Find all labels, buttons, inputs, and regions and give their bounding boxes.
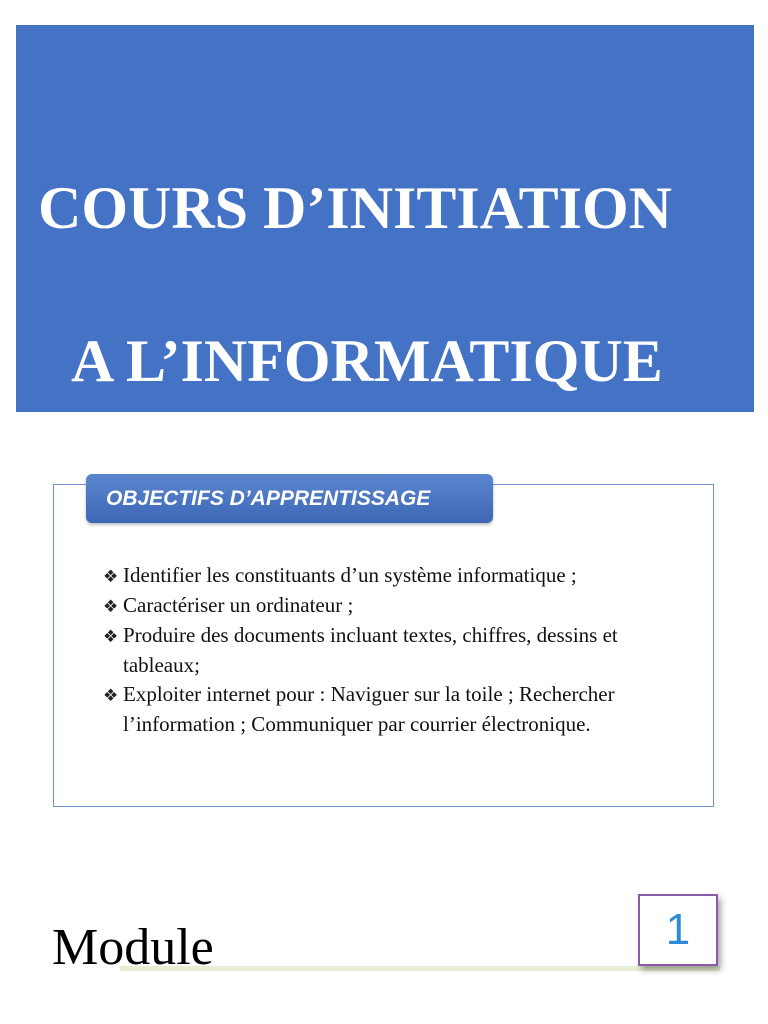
module-number-badge: 1: [638, 894, 718, 966]
objective-text: Produire des documents incluant textes, chiffres, dessins et tableaux;: [123, 623, 618, 677]
list-item: [103, 591, 663, 621]
module-label: Module: [52, 919, 214, 976]
list-item: [103, 680, 663, 739]
objectives-heading: OBJECTIFS D’APPRENTISSAGE: [86, 474, 493, 523]
bullet-icon: ❖: [103, 686, 119, 705]
list-item: [103, 561, 663, 591]
objective-text: Caractériser un ordinateur ;: [123, 593, 354, 617]
objective-text: Exploiter internet pour : Naviguer sur la toile ; Rechercher l’information ; Communiquer par courrier électronique.: [123, 682, 615, 736]
bullet-icon: ❖: [103, 567, 119, 586]
bullet-icon: ❖: [103, 627, 119, 646]
bullet-icon: ❖: [103, 597, 119, 616]
title-line-1: COURS D’INITIATION: [38, 175, 672, 241]
objective-text: Identifier les constituants d’un système informatique ;: [123, 563, 577, 587]
objectives-list: [103, 561, 663, 739]
title-banner: [16, 25, 754, 412]
title-line-2: A L’INFORMATIQUE: [71, 328, 663, 394]
list-item: [103, 621, 663, 680]
